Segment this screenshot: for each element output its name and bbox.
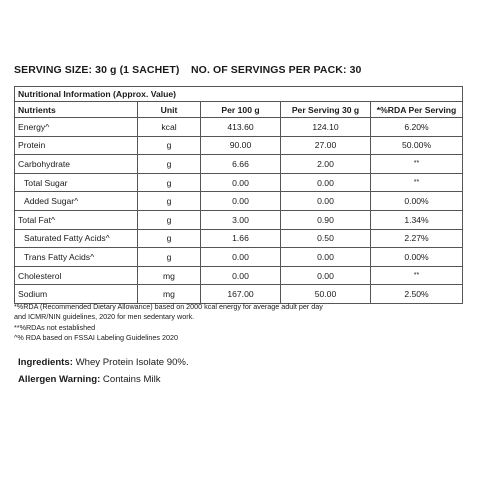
nutrient-unit: mg: [138, 285, 201, 304]
servings-per-pack: NO. OF SERVINGS PER PACK: 30: [191, 64, 362, 76]
nutrient-rda: **: [371, 266, 463, 285]
table-row: [15, 155, 463, 174]
table-row: [15, 229, 463, 248]
footnote-line: and ICMR/NIN guidelines, 2020 for men sedentary work.: [14, 312, 195, 322]
nutrient-name: Added Sugar^: [15, 192, 138, 211]
serving-size: SERVING SIZE: 30 g (1 SACHET): [14, 64, 180, 76]
table-caption-row: [15, 87, 463, 102]
nutrient-unit: g: [138, 173, 201, 192]
nutrient-name: Carbohydrate: [15, 155, 138, 174]
nutrient-per-100g: 0.00: [201, 266, 281, 285]
nutrient-per-100g: 1.66: [201, 229, 281, 248]
allergen-value: Contains Milk: [100, 374, 161, 385]
nutrient-rda: 50.00%: [371, 136, 463, 155]
nutrient-per-serving: 124.10: [281, 118, 371, 137]
nutrient-per-serving: 0.00: [281, 173, 371, 192]
nutrient-per-serving: 50.00: [281, 285, 371, 304]
table-row: [15, 192, 463, 211]
nutrient-name: Sodium: [15, 285, 138, 304]
nutrient-unit: mg: [138, 266, 201, 285]
nutrient-per-serving: 0.50: [281, 229, 371, 248]
ingredients-label: Ingredients:: [18, 357, 73, 368]
nutrient-per-serving: 0.00: [281, 248, 371, 267]
nutrient-name: Energy^: [15, 118, 138, 137]
nutrient-per-serving: 0.00: [281, 266, 371, 285]
nutrient-per-100g: 413.60: [201, 118, 281, 137]
nutrient-rda: 2.27%: [371, 229, 463, 248]
nutrient-per-100g: 3.00: [201, 210, 281, 229]
footnote-line: *%RDA (Recommended Dietary Allowance) based on 2000 kcal energy for average adult per day: [14, 302, 323, 311]
nutrition-table: [14, 86, 463, 304]
ingredients-value: Whey Protein Isolate 90%.: [72, 357, 189, 368]
nutrient-name: Trans Fatty Acids^: [15, 248, 138, 267]
nutrient-rda: 0.00%: [371, 192, 463, 211]
table-row: [15, 266, 463, 285]
nutrient-per-100g: 90.00: [201, 136, 281, 155]
footnote-line: **%RDAs not established: [14, 322, 96, 332]
nutrient-name: Total Fat^: [15, 210, 138, 229]
nutrient-per-serving: 2.00: [281, 155, 371, 174]
nutrient-unit: g: [138, 229, 201, 248]
table-header-row: [15, 102, 463, 118]
column-header-per-serving: Per Serving 30 g: [281, 102, 371, 118]
nutrient-per-serving: 27.00: [281, 136, 371, 155]
nutrient-rda: 0.00%: [371, 248, 463, 267]
allergen-line: [18, 374, 161, 385]
nutrient-rda: 2.50%: [371, 285, 463, 304]
nutrient-rda: 1.34%: [371, 210, 463, 229]
table-row: [15, 173, 463, 192]
nutrient-unit: kcal: [138, 118, 201, 137]
table-row: [15, 285, 463, 304]
nutrient-unit: g: [138, 136, 201, 155]
table-caption: Nutritional Information (Approx. Value): [15, 87, 463, 102]
nutrient-name: Protein: [15, 136, 138, 155]
nutrient-rda: 6.20%: [371, 118, 463, 137]
allergen-label: Allergen Warning:: [18, 374, 101, 385]
nutrient-name: Cholesterol: [15, 266, 138, 285]
nutrient-per-serving: 0.00: [281, 192, 371, 211]
nutrient-per-serving: 0.90: [281, 210, 371, 229]
nutrient-per-100g: 0.00: [201, 248, 281, 267]
column-header-unit: Unit: [138, 102, 201, 118]
nutrient-unit: g: [138, 210, 201, 229]
column-header-per-100g: Per 100 g: [201, 102, 281, 118]
ingredients-line: [18, 357, 189, 368]
nutrient-name: Total Sugar: [15, 173, 138, 192]
nutrient-rda: **: [371, 173, 463, 192]
column-header-nutrients: Nutrients: [15, 102, 138, 118]
nutrient-name: Saturated Fatty Acids^: [15, 229, 138, 248]
nutrient-per-100g: 167.00: [201, 285, 281, 304]
nutrient-rda: **: [371, 155, 463, 174]
table-row: [15, 210, 463, 229]
nutrient-unit: g: [138, 155, 201, 174]
table-row: [15, 248, 463, 267]
nutrient-per-100g: 6.66: [201, 155, 281, 174]
nutrient-unit: g: [138, 192, 201, 211]
column-header-rda: *%RDA Per Serving: [371, 102, 463, 118]
nutrient-per-100g: 0.00: [201, 173, 281, 192]
nutrient-unit: g: [138, 248, 201, 267]
table-row: [15, 136, 463, 155]
footnote-line: ^% RDA based on FSSAI Labeling Guidelines 2020: [14, 332, 178, 342]
nutrient-per-100g: 0.00: [201, 192, 281, 211]
table-row: [15, 118, 463, 137]
footnotes: [14, 302, 466, 343]
